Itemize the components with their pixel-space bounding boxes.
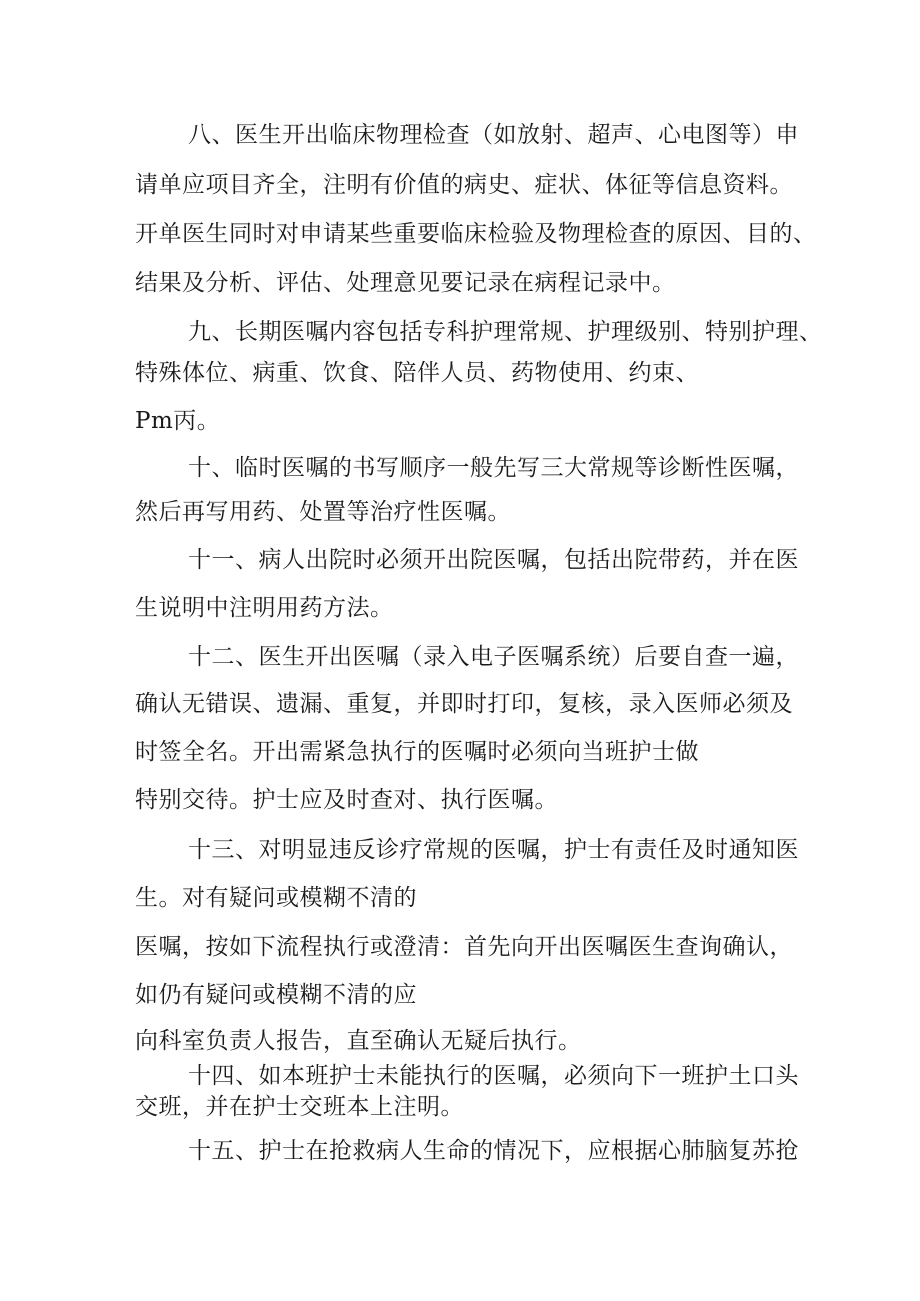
text-line: 请单应项目齐全，注明有价值的病史、症状、体征等信息资料。: [135, 172, 793, 198]
text-line: 如仍有疑问或模糊不清的应: [135, 982, 417, 1008]
text-line: Pm丙。: [135, 408, 221, 434]
text-line: 特殊体位、病重、饮食、陪伴人员、药物使用、约束、: [135, 360, 699, 386]
text-line: 八、医生开出临床物理检查（如放射、超声、心电图等）申: [188, 122, 799, 148]
text-line: 生。对有疑问或模糊不清的: [135, 885, 417, 911]
text-line: 十、临时医嘱的书写顺序一般先写三大常规等诊断性医嘱，: [188, 455, 799, 481]
text-line: 十四、如本班护士未能执行的医嘱，必须向下一班护土口头: [188, 1063, 799, 1089]
text-line: 十五、护士在抢救病人生命的情况下，应根据心肺脑复苏抢: [188, 1138, 799, 1164]
text-line: 九、长期医嘱内容包括专科护理常规、护理级别、特别护理、: [188, 319, 823, 345]
text-line: 结果及分析、评估、处理意见要记录在病程记录中。: [135, 270, 676, 296]
text-line: 十三、对明显违反诊疗常规的医嘱，护士有责任及时通知医: [188, 837, 799, 863]
text-line: 交班，并在护士交班本上注明。: [135, 1094, 464, 1120]
text-line: 十二、医生开出医嘱（录入电子医嘱系统）后要自查一遍，: [188, 644, 799, 670]
text-line: 十一、病人出院时必须开出院医嘱，包括出院带药，并在医: [188, 547, 799, 573]
text-line: 确认无错误、遗漏、重复，并即时打印，复核，录入医师必须及: [135, 691, 793, 717]
text-line: 特别交待。护士应及时查对、执行医嘱。: [135, 787, 558, 813]
text-line: 开单医生同时对申请某些重要临床检验及物理检查的原因、目的、: [135, 221, 817, 247]
text-line: 生说明中注明用药方法。: [135, 595, 394, 621]
text-line: 医嘱，按如下流程执行或澄清：首先向开出医嘱医生查询确认，: [135, 934, 793, 960]
text-line: 向科室负责人报告，直至确认无疑后执行。: [135, 1028, 582, 1054]
text-line: 然后再写用药、处置等治疗性医嘱。: [135, 499, 511, 525]
text-line: 时签全名。开出需紧急执行的医嘱时必须向当班护士做: [135, 739, 699, 765]
